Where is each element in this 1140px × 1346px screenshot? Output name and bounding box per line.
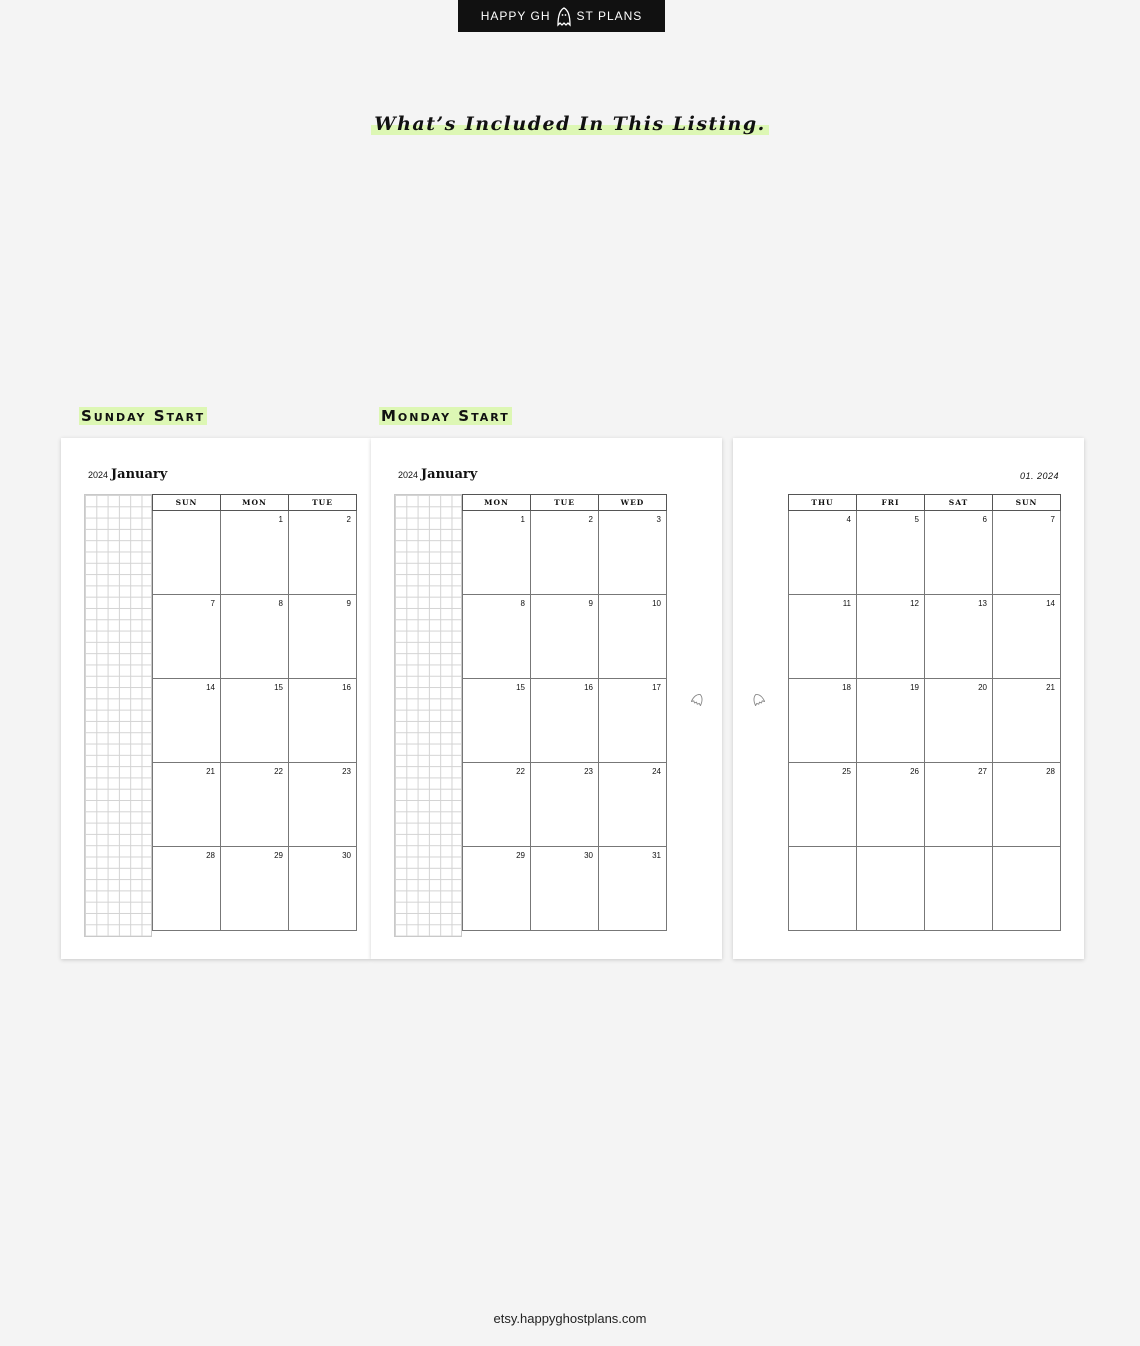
footer-url: etsy.happyghostplans.com bbox=[493, 1311, 647, 1326]
day-cell bbox=[993, 847, 1061, 931]
week-row bbox=[463, 595, 667, 679]
brand-text-left: HAPPY GH bbox=[480, 9, 551, 23]
weekday-header: SUN bbox=[993, 495, 1061, 511]
week-row bbox=[463, 679, 667, 763]
day-cell bbox=[789, 847, 857, 931]
day-cell: 9 bbox=[289, 595, 357, 679]
day-cell: 30 bbox=[531, 847, 599, 931]
weekday-header: SAT bbox=[925, 495, 993, 511]
day-cell: 6 bbox=[925, 511, 993, 595]
weekday-header: SUN bbox=[153, 495, 221, 511]
week-row bbox=[789, 847, 1061, 931]
day-cell: 10 bbox=[599, 595, 667, 679]
weekday-header: MON bbox=[463, 495, 531, 511]
calendar-grid bbox=[788, 494, 1061, 931]
day-cell: 3 bbox=[599, 511, 667, 595]
day-cell bbox=[857, 847, 925, 931]
weekday-header: MON bbox=[221, 495, 289, 511]
day-cell: 8 bbox=[463, 595, 531, 679]
weekday-header: FRI bbox=[857, 495, 925, 511]
notes-grid bbox=[84, 494, 152, 937]
week-row bbox=[463, 511, 667, 595]
day-cell: 14 bbox=[153, 679, 221, 763]
day-cell: 15 bbox=[463, 679, 531, 763]
sunday-start-page bbox=[61, 438, 371, 959]
brand-logo bbox=[458, 0, 665, 32]
day-cell: 19 bbox=[857, 679, 925, 763]
ghost-icon bbox=[554, 5, 574, 27]
sunday-start-label: Sunday Start bbox=[81, 407, 206, 425]
day-cell: 2 bbox=[531, 511, 599, 595]
week-row bbox=[153, 595, 357, 679]
day-cell: 29 bbox=[221, 847, 289, 931]
calendar-grid bbox=[462, 494, 667, 931]
day-cell: 9 bbox=[531, 595, 599, 679]
day-cell: 21 bbox=[993, 679, 1061, 763]
ghost-icon bbox=[751, 692, 765, 706]
day-cell: 28 bbox=[153, 847, 221, 931]
day-cell: 4 bbox=[789, 511, 857, 595]
day-cell: 1 bbox=[463, 511, 531, 595]
day-cell: 30 bbox=[289, 847, 357, 931]
day-cell: 7 bbox=[153, 595, 221, 679]
day-cell: 16 bbox=[531, 679, 599, 763]
day-cell: 2 bbox=[289, 511, 357, 595]
monday-start-label: Monday Start bbox=[381, 407, 510, 425]
week-row bbox=[463, 847, 667, 931]
weekday-header: TUE bbox=[289, 495, 357, 511]
week-row bbox=[789, 763, 1061, 847]
day-cell: 17 bbox=[599, 679, 667, 763]
week-row bbox=[789, 595, 1061, 679]
weekday-header: THU bbox=[789, 495, 857, 511]
week-row bbox=[463, 763, 667, 847]
day-cell: 14 bbox=[993, 595, 1061, 679]
day-cell: 31 bbox=[599, 847, 667, 931]
week-row bbox=[789, 511, 1061, 595]
weekday-header: TUE bbox=[531, 495, 599, 511]
day-cell: 28 bbox=[993, 763, 1061, 847]
day-cell: 22 bbox=[463, 763, 531, 847]
ghost-icon bbox=[691, 692, 705, 706]
week-row bbox=[153, 847, 357, 931]
day-cell: 20 bbox=[925, 679, 993, 763]
day-cell: 1 bbox=[221, 511, 289, 595]
day-cell: 5 bbox=[857, 511, 925, 595]
monday-start-right-page bbox=[733, 438, 1084, 959]
day-cell: 26 bbox=[857, 763, 925, 847]
week-row bbox=[153, 763, 357, 847]
weekday-header: WED bbox=[599, 495, 667, 511]
week-row bbox=[153, 511, 357, 595]
day-cell: 13 bbox=[925, 595, 993, 679]
day-cell: 24 bbox=[599, 763, 667, 847]
day-cell: 21 bbox=[153, 763, 221, 847]
week-row bbox=[789, 679, 1061, 763]
day-cell: 23 bbox=[289, 763, 357, 847]
day-cell: 22 bbox=[221, 763, 289, 847]
day-cell: 16 bbox=[289, 679, 357, 763]
calendar-grid bbox=[152, 494, 357, 931]
day-cell: 25 bbox=[789, 763, 857, 847]
day-cell bbox=[153, 511, 221, 595]
day-cell: 23 bbox=[531, 763, 599, 847]
day-cell: 12 bbox=[857, 595, 925, 679]
week-row bbox=[153, 679, 357, 763]
page-title: 2024 January bbox=[88, 467, 168, 482]
day-cell: 8 bbox=[221, 595, 289, 679]
day-cell bbox=[925, 847, 993, 931]
page-title: 2024 January bbox=[398, 467, 478, 482]
day-cell: 11 bbox=[789, 595, 857, 679]
day-cell: 18 bbox=[789, 679, 857, 763]
day-cell: 29 bbox=[463, 847, 531, 931]
day-cell: 27 bbox=[925, 763, 993, 847]
listing-heading: What’s Included In This Listing. bbox=[0, 113, 1140, 135]
monday-start-left-page bbox=[371, 438, 722, 959]
page-date: 01. 2024 bbox=[1019, 471, 1059, 481]
brand-text-right: ST PLANS bbox=[576, 9, 643, 23]
day-cell: 15 bbox=[221, 679, 289, 763]
notes-grid bbox=[394, 494, 462, 937]
day-cell: 7 bbox=[993, 511, 1061, 595]
